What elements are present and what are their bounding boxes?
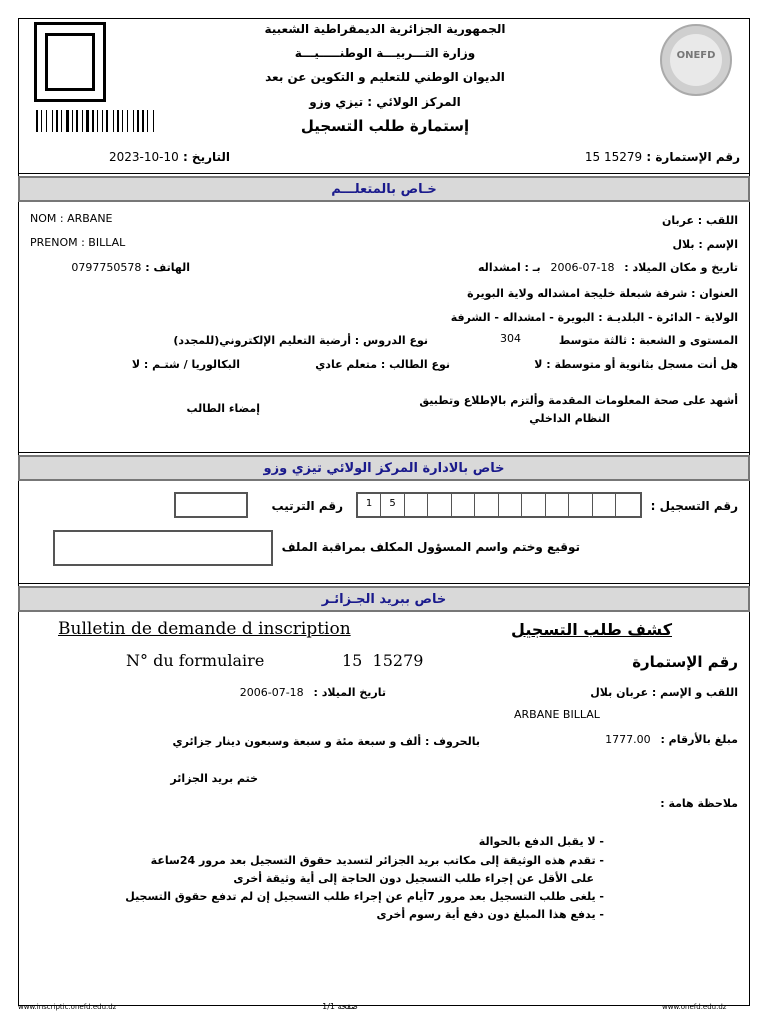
study-type: نوع الدروس : أرضية التعليم الإلكتروني(للمجدد) [173, 334, 428, 347]
formulaire-number: 15 15279 [342, 651, 424, 670]
registration-digit-cell[interactable] [429, 494, 452, 516]
note-2: - تقدم هذه الوثيقة إلى مكاتب بريد الجزائر لتسديد حقوق التسجيل بعد مرور 24ساعة [150, 854, 604, 867]
post-section-bar [18, 586, 750, 612]
amount-digits-value: 1777.00 [605, 733, 651, 746]
bulletin-arabic-title: كشف طلب التسجيل [511, 620, 672, 639]
amount-digits-label: مبلغ بالأرقام : [660, 733, 738, 746]
footer-page-number: صفحة 1/1 [322, 1002, 358, 1011]
birth-label: تاريخ و مكان الميلاد : [624, 261, 738, 274]
post-birth-label: تاريخ الميلاد : [313, 686, 386, 699]
level-code: 304 [500, 332, 521, 345]
divider [18, 583, 750, 584]
nom-latin: NOM : ARBANE [30, 212, 113, 225]
note-3: على الأقل عن إجراء طلب التسجيل دون الحاجة إلى أية وثيقة أخرى [233, 872, 594, 885]
phone-value: 0797750578 [71, 261, 142, 274]
supervisor-sign-label: توقيع وختم واسم المسؤول المكلف بمراقبة الملف [281, 540, 580, 554]
important-note-label: ملاحظة هامة : [660, 797, 738, 810]
registration-digit-cell[interactable] [570, 494, 593, 516]
bulletin-french-title: Bulletin de demande d inscription [58, 619, 351, 639]
registration-digit-cell[interactable] [523, 494, 546, 516]
note-5: - يدفع هذا المبلغ دون دفع أية رسوم أخرى [376, 908, 604, 921]
birth-info [400, 261, 738, 274]
form-number-label: رقم الإستمارة : [646, 150, 740, 164]
rank-label: رقم الترتيب [271, 499, 343, 513]
onefd-logo [660, 24, 732, 96]
declaration-2: النظام الداخلي [529, 412, 610, 425]
form-number-value: 15 15279 [584, 150, 643, 164]
formulaire-french-label: N° du formulaire [126, 651, 265, 670]
photo-box [34, 22, 106, 102]
form-date-value: 2023-10-10 [109, 150, 179, 164]
student-section-bar [18, 176, 750, 202]
post-name-latin: ARBANE BILLAL [514, 708, 600, 721]
registration-digit-cell[interactable]: 5 [382, 494, 405, 516]
ism: الإسم : بلال [672, 238, 738, 251]
prenom-latin: PRENOM : BILLAL [30, 236, 126, 249]
post-section-title: خاص ببريد الجـزائـر [321, 592, 447, 607]
post-stamp-label: ختم بريد الجزائر [170, 772, 258, 785]
post-birth [150, 686, 386, 699]
registration-digit-cell[interactable] [452, 494, 475, 516]
registration-digit-cell[interactable] [617, 494, 640, 516]
registration-digit-cell[interactable] [499, 494, 522, 516]
footer-left-url[interactable]: www.inscriptic.onefd.edu.dz [18, 1003, 117, 1011]
registration-digit-cell[interactable]: 1 [358, 494, 381, 516]
form-date [80, 150, 230, 164]
divider [18, 173, 750, 174]
laqab: اللقب : عربان [661, 214, 738, 227]
registration-digit-cell[interactable] [546, 494, 569, 516]
declaration-1: أشهد على صحة المعلومات المقدمة وألتزم بالإطلاع وتطبيق [419, 394, 738, 407]
header-line-2: وزارة التـــربيـــة الوطنـــــيـــة [294, 46, 476, 60]
registered-question: هل أنت مسجل بثانوية أو متوسطة : لا [534, 358, 738, 371]
form-date-label: التاريخ : [182, 150, 230, 164]
barcode [36, 110, 172, 132]
onefd-logo-text: ONEFD [676, 50, 716, 61]
phone [50, 261, 190, 274]
post-birth-value: 2006-07-18 [239, 686, 304, 699]
form-title: إستمارة طلب التسجيل [300, 117, 470, 135]
registration-digit-cell[interactable] [476, 494, 499, 516]
student-type: نوع الطالب : متعلم عادي [315, 358, 450, 371]
header-line-3: الديوان الوطني للتعليم و التكوين عن بعد [265, 70, 505, 84]
student-signature-label: إمضاء الطالب [186, 402, 260, 415]
note-1: - لا يقبل الدفع بالحوالة [478, 835, 604, 848]
admin-section-bar [18, 455, 750, 481]
wilaya-line: الولاية - الدائرة - البلديـة : البويرة - امشداله - الشرفة [450, 311, 738, 324]
header-line-1: الجمهورية الجزائرية الديمقراطية الشعبية [264, 22, 506, 36]
phone-label: الهاتف : [145, 261, 190, 274]
header-line-4: المركز الولائي : تيزي وزو [309, 95, 461, 109]
registration-number-label: رقم التسجيل : [650, 499, 738, 513]
registration-digit-cell[interactable] [405, 494, 428, 516]
post-name: اللقب و الإسم : عربان بلال [590, 686, 738, 699]
divider [18, 452, 750, 453]
birth-date: 2006-07-18 [550, 261, 615, 274]
level-label: المستوى و الشعبة : ثالثة متوسط [558, 334, 738, 347]
form-number [560, 150, 740, 164]
footer-right-url[interactable]: www.onefd.edu.dz [662, 1003, 727, 1011]
registration-digit-cell[interactable] [593, 494, 616, 516]
registration-number-boxes[interactable] [356, 492, 642, 518]
admin-section-title: خاص بالادارة المركز الولائي تيزي وزو [263, 461, 505, 476]
student-section-title: خـاص بالمتعلـــم [331, 182, 437, 197]
amount-words: بالحروف : ألف و سبعة مئة و سبعة وسبعون دينار جزائري [172, 735, 480, 748]
supervisor-sign-box[interactable] [53, 530, 273, 566]
formulaire-arabic-label: رقم الإستمارة [632, 653, 738, 671]
bac: البكالوريا / شتـم : لا [131, 358, 240, 371]
address: العنوان : شرفة شبعلة خليجة امشداله ولاية البويرة [467, 287, 738, 300]
note-4: - يلغى طلب التسجيل بعد مرور 7أيام عن إجراء طلب التسجيل إن لم تدفع حقوق التسجيل [125, 890, 604, 903]
rank-input[interactable] [174, 492, 248, 518]
birth-place: بـ : امشداله [478, 261, 541, 274]
amount-digits [540, 733, 738, 746]
